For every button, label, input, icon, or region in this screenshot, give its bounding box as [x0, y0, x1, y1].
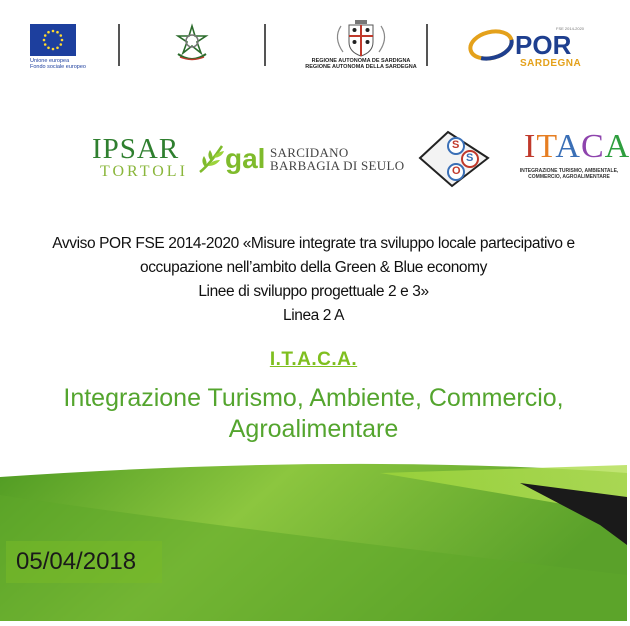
notice-line-1: Avviso POR FSE 2014-2020 «Misure integrate tra sviluppo locale partecipativo e: [52, 235, 575, 252]
italian-republic-emblem-icon: [174, 24, 210, 69]
itaca-letter: I: [524, 128, 537, 165]
itaca-letter: A: [604, 128, 630, 165]
sardegna-caption-sardinian: REGIONE AUTONOMA DE SARDIGNA: [311, 58, 411, 64]
por-fund-label: FSE 2014-2020: [556, 26, 585, 31]
sso-letter: S: [466, 152, 474, 164]
itaca-caption: INTEGRAZIONE TURISMO, AMBIENTALE,: [519, 168, 619, 174]
por-logo-text: POR: [515, 30, 572, 60]
sardegna-caption-italian: REGIONE AUTONOMA DELLA SARDEGNA: [305, 64, 417, 70]
gal-logo-text: gal: [225, 143, 266, 174]
sso-letter: O: [452, 165, 461, 177]
presentation-date: 05/04/2018: [16, 548, 137, 575]
logo-divider: [426, 24, 428, 66]
logo-divider: [118, 24, 120, 66]
itaca-letter: C: [580, 128, 605, 165]
eu-fund-caption: Fondo sociale europeo: [30, 64, 86, 70]
notice-line-3: Linee di sviluppo progettuale 2 e 3»: [198, 283, 429, 300]
gal-barbagia-text: BARBAGIA DI SEULO: [270, 158, 405, 173]
gal-sarcidano-text: SARCIDANO: [270, 145, 349, 160]
logo-divider: [264, 24, 266, 66]
itaca-caption: COMMERCIO, AGROALIMENTARE: [528, 174, 610, 180]
notice-line-4: Linea 2 A: [282, 307, 345, 324]
itaca-logo-text: [524, 130, 630, 164]
por-ring-icon: [466, 25, 516, 70]
project-title-line-2: Agroalimentare: [228, 415, 399, 443]
sso-letter: S: [452, 139, 460, 151]
gal-leaf-icon: [196, 142, 228, 183]
notice-line-2: occupazione nell’ambito della Green & Blue economy: [139, 259, 488, 276]
ipsar-logo-text: IPSAR: [92, 133, 180, 165]
green-footer-band: [0, 455, 627, 621]
eu-flag-icon: [30, 24, 76, 56]
por-sardegna-text: SARDEGNA: [520, 58, 582, 69]
itaca-letter: A: [555, 128, 581, 165]
itaca-letter: T: [536, 128, 556, 165]
project-acronym: I.T.A.C.A.: [269, 349, 358, 370]
sardinia-coat-of-arms-icon: [331, 20, 391, 63]
sso-logo-icon: [412, 128, 492, 190]
tortoli-logo-text: TORTOLI: [100, 163, 188, 180]
eu-caption: Unione europea: [30, 58, 70, 64]
project-title-line-1: Integrazione Turismo, Ambiente, Commercio,: [63, 384, 564, 412]
